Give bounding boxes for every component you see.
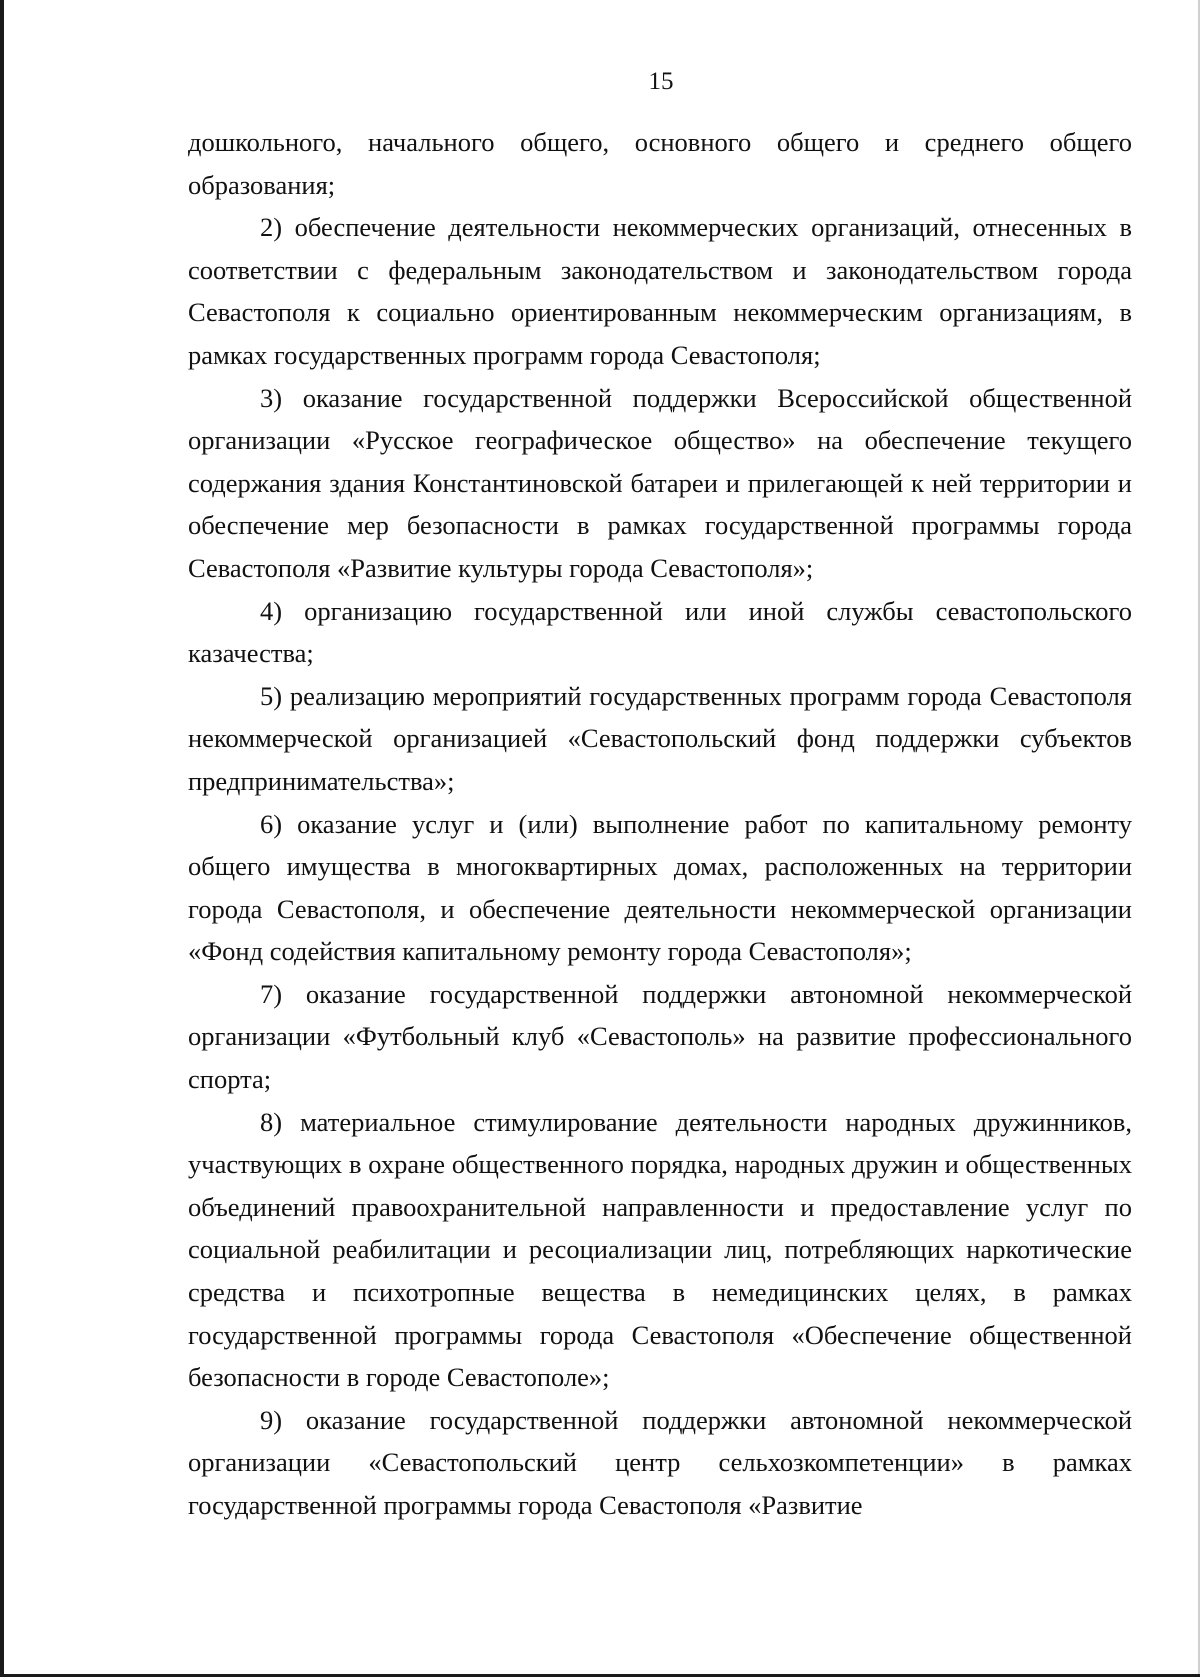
page-number: 15 xyxy=(648,68,674,95)
list-item-4: 4) организацию государственной или иной службы севастопольского казачества; xyxy=(188,595,1132,669)
paragraph-continuation: дошкольного, начального общего, основного общего и среднего общего образования; xyxy=(188,127,1132,200)
list-item-8: 8) материальное стимулирование деятельности народных дружинников, участвующих в охране общественного порядка, народных дружин и общественных объединений правоохранительной направленности и предоставление услуг по социальной реабилитации и ресоциализации лиц, потребляющих наркотические средства и психотропные вещества в немедицинских целях, в рамках государственной программы города Севастополя «Обеспечение общественной безопасности в городе Севастополе»; xyxy=(188,1106,1132,1393)
list-item-5: 5) реализацию мероприятий государственных программ города Севастополя некоммерческой организацией «Севастопольский фонд поддержки субъектов предпринимательства»; xyxy=(188,680,1132,796)
list-item-7: 7) оказание государственной поддержки автономной некоммерческой организации «Футбольный клуб «Севастополь» на развитие профессионального спорта; xyxy=(188,978,1132,1095)
list-item-9: 9) оказание государственной поддержки автономной некоммерческой организации «Севастопольский центр сельхозкомпетенции» в рамках государственной программы города Севастополя «Развитие xyxy=(188,1404,1132,1520)
list-item-6: 6) оказание услуг и (или) выполнение работ по капитальному ремонту общего имущества в многоквартирных домах, расположенных на территории города Севастополя, и обеспечение деятельности некоммерческой организации «Фонд содействия капитальному ремонту города Севастополя»; xyxy=(188,808,1132,967)
list-item-3: 3) оказание государственной поддержки Всероссийской общественной организации «Русское географическое общество» на обеспечение текущего содержания здания Константиновской батареи и прилегающей к ней территории и обеспечение мер безопасности в рамках государственной программы города Севастополя «Развитие культуры города Севастополя»; xyxy=(188,382,1132,583)
document-body xyxy=(188,121,1132,1527)
list-item-2: 2) обеспечение деятельности некоммерческих организаций, отнесенных в соответствии с федеральным законодательством и законодательством города Севастополя к социально ориентированным некоммерческим организациям, в рамках государственных программ города Севастополя; xyxy=(188,212,1132,370)
scan-border-left xyxy=(0,0,4,1677)
